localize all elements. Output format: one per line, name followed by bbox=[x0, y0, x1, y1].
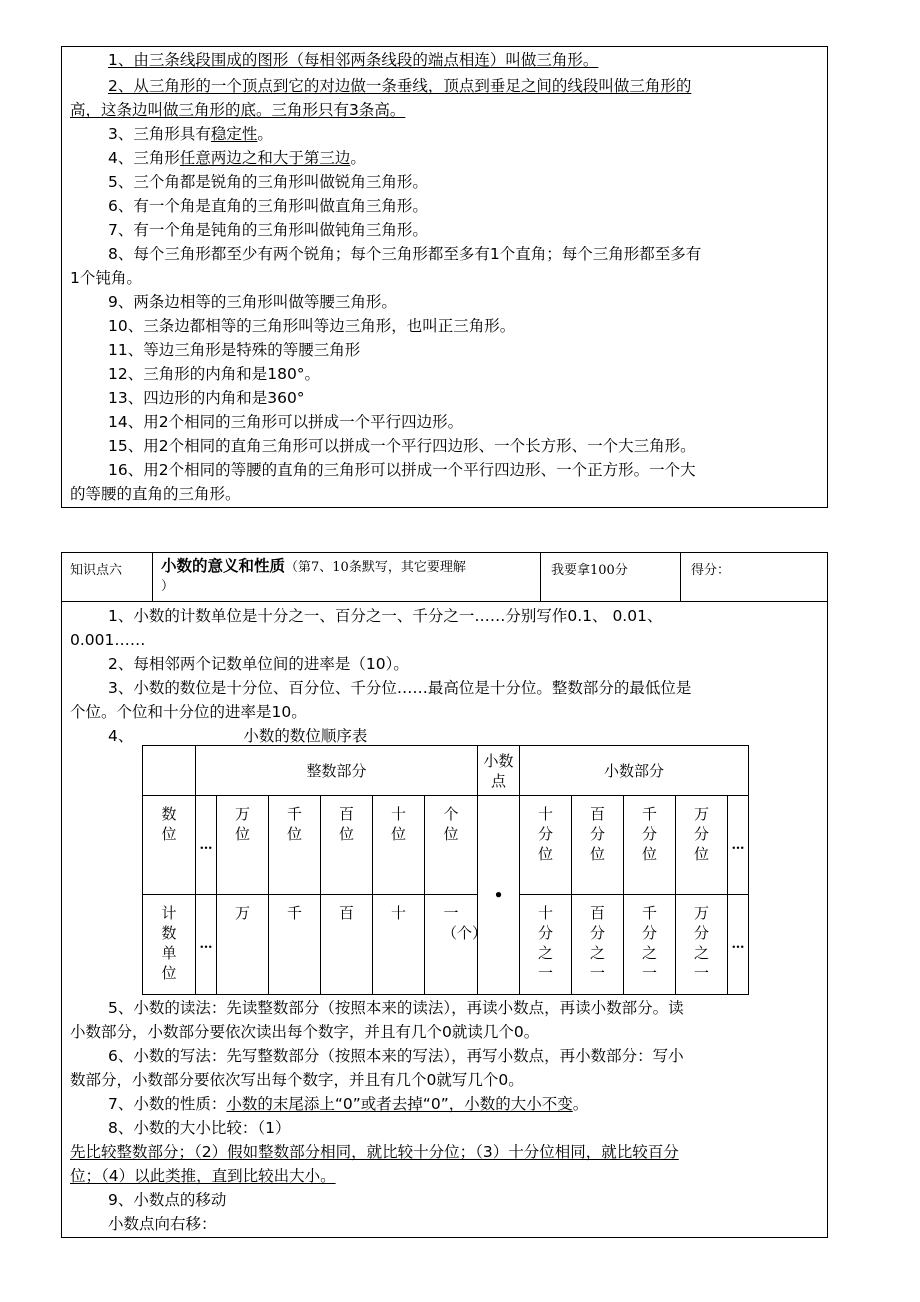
place-hundredths: 百分位 bbox=[572, 796, 624, 895]
d-item-5: 5、小数的读法：先读整数部分（按照本来的读法），再读小数点，再读小数部分。读 bbox=[108, 999, 684, 1017]
section-header bbox=[62, 553, 827, 602]
item-4: 4、三角形任意两边之和大于第三边。 bbox=[108, 149, 366, 167]
dec-dots-2: … bbox=[728, 895, 749, 995]
item-1: 1、由三条线段围成的图形（每相邻两条线段的端点相连）叫做三角形。 bbox=[108, 51, 599, 69]
d-item-1: 1、小数的计数单位是十分之一、百分之一、千分之一……分别写作0.1、 0.01、 bbox=[108, 607, 663, 625]
decimal-part-header: 小数部分 bbox=[520, 746, 749, 796]
d-item-6: 6、小数的写法：先写整数部分（按照本来的写法），再写小数点，再小数部分：写小 bbox=[108, 1047, 684, 1065]
goal-label: 我要拿100分 bbox=[541, 553, 681, 601]
point-header: 小数点 bbox=[478, 746, 520, 796]
item-16: 16、用2个相同的等腰的直角的三角形可以拼成一个平行四边形、一个正方形。一个大 bbox=[108, 461, 696, 479]
place-thousandths: 千分位 bbox=[624, 796, 676, 895]
unit-ge: 一（个） bbox=[425, 895, 478, 995]
row-label-unit: 计数单位 bbox=[143, 895, 196, 995]
d-item-9-sub: 小数点向右移： bbox=[108, 1215, 217, 1233]
item-11: 11、等边三角形是特殊的等腰三角形 bbox=[108, 341, 361, 359]
item-6: 6、有一个角是直角的三角形叫做直角三角形。 bbox=[108, 197, 428, 215]
unit-thousandths: 千分之一 bbox=[624, 895, 676, 995]
d-item-7: 7、小数的性质：小数的末尾添上“0”或者去掉“0”，小数的大小不变。 bbox=[108, 1095, 589, 1113]
d-item-6-cont: 数部分，小数部分要依次写出每个数字，并且有几个0就写几个0。 bbox=[70, 1071, 524, 1089]
section-title: 小数的意义和性质（第7、10条默写，其它要理解 ） bbox=[153, 553, 541, 601]
place-ge: 个位 bbox=[425, 796, 478, 895]
item-9: 9、两条边相等的三角形叫做等腰三角形。 bbox=[108, 293, 397, 311]
item-5: 5、三个角都是锐角的三角形叫做锐角三角形。 bbox=[108, 173, 428, 191]
item-2-cont: 高，这条边叫做三角形的底。三角形只有3条高。 bbox=[70, 101, 406, 119]
item-8-cont: 1个钝角。 bbox=[70, 269, 142, 287]
item-16-cont: 的等腰的直角的三角形。 bbox=[70, 485, 241, 503]
d-item-3: 3、小数的数位是十分位、百分位、千分位……最高位是十分位。整数部分的最低位是 bbox=[108, 679, 692, 697]
triangle-section bbox=[61, 46, 828, 508]
d-item-5-cont: 小数部分，小数部分要依次读出每个数字，并且有几个0就读几个0。 bbox=[70, 1023, 540, 1041]
decimal-place-table bbox=[142, 745, 749, 995]
item-12: 12、三角形的内角和是180°。 bbox=[108, 365, 321, 383]
unit-tenths: 十分之一 bbox=[520, 895, 572, 995]
place-bai: 百位 bbox=[321, 796, 373, 895]
d-item-9: 9、小数点的移动 bbox=[108, 1191, 227, 1209]
place-ten-thousandths: 万分位 bbox=[676, 796, 728, 895]
item-8: 8、每个三角形都至少有两个锐角；每个三角形都至多有1个直角；每个三角形都至多有 bbox=[108, 245, 702, 263]
d-item-2: 2、每相邻两个记数单位间的进率是（10）。 bbox=[108, 655, 409, 673]
unit-shi: 十 bbox=[373, 895, 425, 995]
d-item-1-cont: 0.001…… bbox=[70, 631, 146, 649]
d-item-4: 4、 小数的数位顺序表 bbox=[108, 727, 368, 745]
item-15: 15、用2个相同的直角三角形可以拼成一个平行四边形、一个长方形、一个大三角形。 bbox=[108, 437, 696, 455]
score-field: 得分： bbox=[691, 563, 731, 578]
d-item-8-cont2: 位；（4）以此类推，直到比较出大小。 bbox=[70, 1167, 336, 1185]
place-tenths: 十分位 bbox=[520, 796, 572, 895]
unit-hundredths: 百分之一 bbox=[572, 895, 624, 995]
dec-dots: … bbox=[728, 796, 749, 895]
d-item-8: 8、小数的大小比较：（1） bbox=[108, 1119, 291, 1137]
unit-bai: 百 bbox=[321, 895, 373, 995]
place-qian: 千位 bbox=[269, 796, 321, 895]
item-3: 3、三角形具有稳定性。 bbox=[108, 125, 273, 143]
section-label: 知识点六 bbox=[62, 553, 153, 601]
d-item-3-cont: 个位。个位和十分位的进率是10。 bbox=[70, 703, 307, 721]
unit-ten-thousandths: 万分之一 bbox=[676, 895, 728, 995]
place-wan: 万位 bbox=[217, 796, 269, 895]
table-caption: 小数的数位顺序表 bbox=[243, 727, 368, 745]
row-label-place: 数位 bbox=[143, 796, 196, 895]
unit-qian: 千 bbox=[269, 895, 321, 995]
item-13: 13、四边形的内角和是360° bbox=[108, 389, 305, 407]
unit-wan: 万 bbox=[217, 895, 269, 995]
item-7: 7、有一个角是钝角的三角形叫做钝角三角形。 bbox=[108, 221, 428, 239]
d-item-8-cont: 先比较整数部分；（2）假如整数部分相同，就比较十分位；（3）十分位相同，就比较百分 bbox=[70, 1143, 679, 1161]
item-14: 14、用2个相同的三角形可以拼成一个平行四边形。 bbox=[108, 413, 464, 431]
integer-part-header: 整数部分 bbox=[196, 746, 478, 796]
decimal-point: • bbox=[478, 796, 520, 995]
int-dots-2: … bbox=[196, 895, 217, 995]
place-shi: 十位 bbox=[373, 796, 425, 895]
decimals-section bbox=[61, 552, 828, 1238]
item-10: 10、三条边都相等的三角形叫等边三角形，也叫正三角形。 bbox=[108, 317, 516, 335]
item-2: 2、从三角形的一个顶点到它的对边做一条垂线，顶点到垂足之间的线段叫做三角形的 bbox=[108, 77, 692, 95]
int-dots: … bbox=[196, 796, 217, 895]
